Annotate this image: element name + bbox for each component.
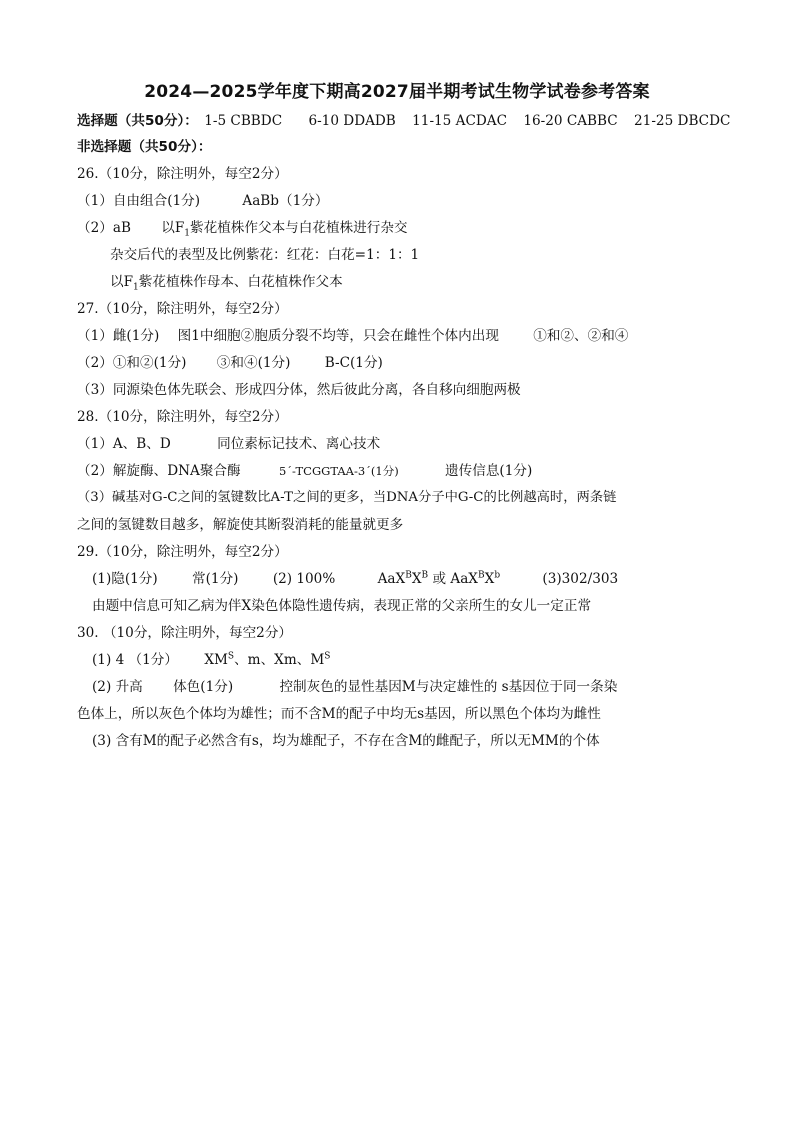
q28-line-1 <box>77 435 380 453</box>
q28-part2-answer-c: 遗传信息(1分) <box>445 463 533 479</box>
q30-part2-answer-a: (2) 升高 <box>92 679 143 695</box>
q29-line-2: 由题中信息可知乙病为伴X染色体隐性遗传病，表现正常的父亲所生的女儿一定正常 <box>92 598 592 614</box>
mcq-answer-4: 16-20 CABBC <box>523 113 618 129</box>
q27-part1-answer-c: ①和②、②和④ <box>533 328 629 344</box>
q27-part2-answer-b: ③和④(1分) <box>216 355 291 371</box>
q26-part2-answer-b: 以$F_1$紫花植株作父本与白花植株进行杂交 <box>161 220 408 239</box>
q30-line-3: 色体上，所以灰色个体均为雄性；而不含M的配子中均无s基因，所以黑色个体均为雌性 <box>77 706 601 722</box>
q26-line-1 <box>77 192 328 210</box>
q27-header: 27.（10分，除注明外，每空2分） <box>77 301 288 317</box>
nonmcq-label: 非选择题（共50分）： <box>77 139 212 155</box>
q29-part1-answer-b: 常(1分) <box>192 571 239 587</box>
q28-part2-answer-b: 5´-TCGGTAA-3´(1分) <box>278 464 399 478</box>
q26-header: 26.（10分，除注明外，每空2分） <box>77 166 288 182</box>
q27-part2-answer-c: B-C(1分) <box>324 355 383 371</box>
mcq-line <box>77 112 730 130</box>
q27-part2-answer-a: （2）①和②(1分) <box>77 355 187 371</box>
q27-part1-answer-b: 图1中细胞②胞质分裂不均等，只会在雌性个体内出现 <box>177 328 499 344</box>
q27-line-2 <box>77 354 383 372</box>
q26-part2-answer-a: （2）aB <box>77 220 131 236</box>
mcq-answer-1: 1-5 CBBDC <box>204 113 283 129</box>
q29-line-1 <box>92 570 618 588</box>
q30-line-2 <box>92 678 617 696</box>
q27-line-3: （3）同源染色体先联会、形成四分体，然后彼此分离，各自移向细胞两极 <box>77 382 521 398</box>
q30-line-4: (3) 含有M的配子必然含有s，均为雄配子，不存在含M的雌配子，所以无MM的个体 <box>92 733 600 749</box>
q30-line-1 <box>92 651 330 669</box>
q26-line-2 <box>77 219 408 237</box>
q29-part1-answer-a: (1)隐(1分) <box>92 571 158 587</box>
q29-header: 29.（10分，除注明外，每空2分） <box>77 544 288 560</box>
mcq-answer-2: 6-10 DDADB <box>308 113 396 129</box>
q28-part1-answer-a: （1）A、B、D <box>77 436 171 452</box>
page-title: 2024—2025学年度下期高2027届半期考试生物学试卷参考答案 <box>144 82 650 102</box>
mcq-answer-3: 11-15 ACDAC <box>412 113 507 129</box>
q27-line-1 <box>77 327 628 345</box>
q26-line-3: 杂交后代的表型及比例紫花：红花：白花=1：1：1 <box>110 247 420 263</box>
q28-part1-answer-b: 同位素标记技术、离心技术 <box>217 436 381 452</box>
q30-part1-gametes: $XM^S$、m、Xm、$M^S$ <box>204 651 331 668</box>
q28-header: 28.（10分，除注明外，每空2分） <box>77 409 288 425</box>
q28-line-4: 之间的氢键数目越多，解旋使其断裂消耗的能量就更多 <box>77 517 404 533</box>
q29-part2-genotypes: $AaX^BX^B$ 或 $AaX^BX^b$ <box>377 570 501 587</box>
q30-part2-answer-c: 控制灰色的显性基因M与决定雄性的 s基因位于同一条染 <box>279 679 618 695</box>
mcq-answer-5: 21-25 DBCDC <box>634 113 731 129</box>
q26-part1-answer-b: AaBb（1分） <box>242 193 329 209</box>
q28-line-2 <box>77 462 532 480</box>
q26-line-4: 以$F_1$紫花植株作母本、白花植株作父本 <box>110 274 343 293</box>
q28-line-3: （3）碱基对G-C之间的氢键数比A-T之间的更多，当DNA分子中G-C的比例越高时，两条链 <box>77 490 617 505</box>
q30-part2-answer-b: 体色(1分) <box>173 679 234 695</box>
q30-header: 30. （10分，除注明外，每空2分） <box>77 625 293 641</box>
q28-part2-answer-a: （2）解旋酶、DNA聚合酶 <box>77 463 241 479</box>
q30-part1-answer-a: (1) 4 （1分） <box>92 652 178 668</box>
q29-part2-answer-a: (2) 100% <box>272 571 336 587</box>
q27-part1-answer-a: （1）雌(1分) <box>77 328 160 344</box>
q26-part1-answer-a: （1）自由组合(1分) <box>77 193 201 209</box>
q29-part3-answer: (3)302/303 <box>542 571 619 587</box>
mcq-label: 选择题（共50分）： <box>77 113 198 129</box>
